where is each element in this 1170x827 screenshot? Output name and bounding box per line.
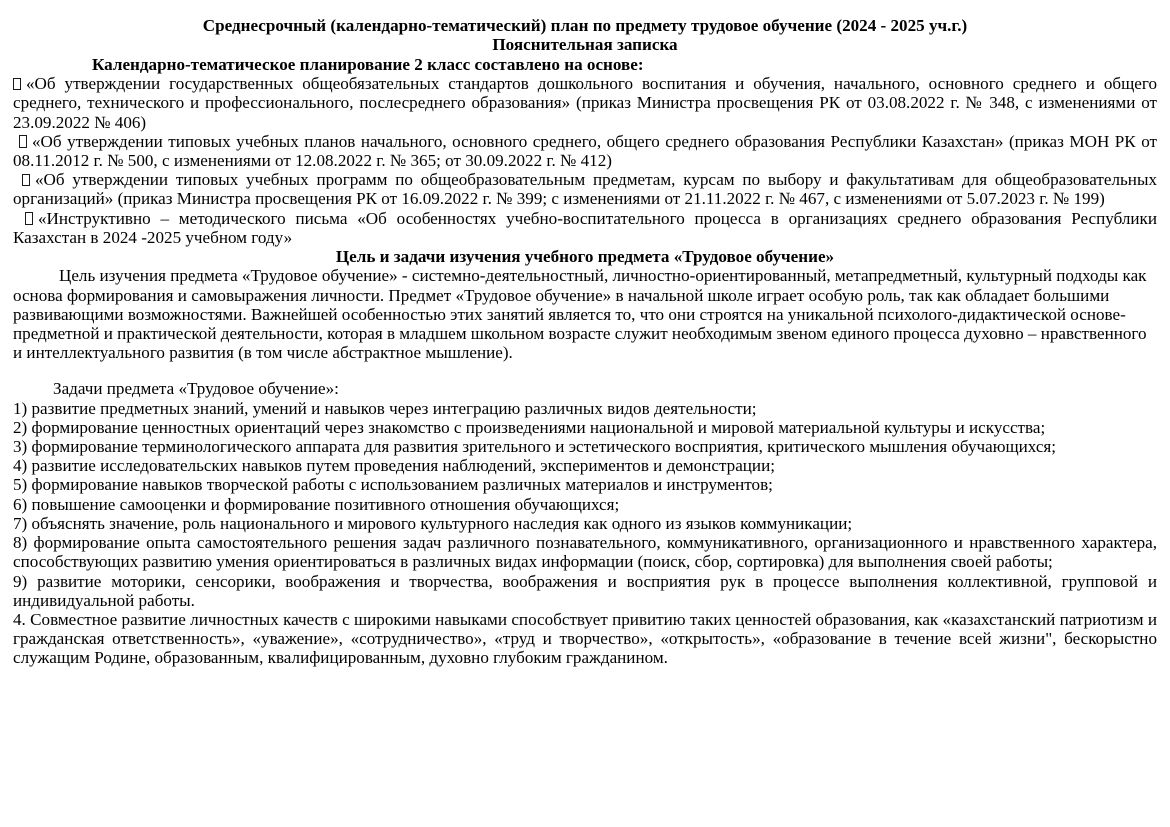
bullet-box-icon: [22, 174, 30, 187]
document-subtitle: Пояснительная записка: [492, 35, 678, 55]
tasks-intro: Задачи предмета «Трудовое обучение»:: [53, 379, 339, 399]
task-list-item: 8) формирование опыта самостоятельного решения задач различного познавательного, коммуникативного, организационного и нравственного характера, способствующих развитию умения ориентироваться в различных видах информации (поиск, сбор, сортировка) для выполнения своей работы;: [13, 533, 1157, 572]
task-list-item: 1) развитие предметных знаний, умений и навыков через интеграцию различных видов деятельности;: [13, 398, 757, 418]
basis-list-item: [13, 132, 1157, 170]
task-list-item: 2) формирование ценностных ориентаций через знакомство с произведениями национальной и мировой материальной культуры и искусства;: [13, 417, 1046, 437]
bullet-box-icon: [19, 135, 27, 148]
task-list-item: 5) формирование навыков творческой работы с использованием различных материалов и инструментов;: [13, 475, 773, 495]
goal-section-heading: Цель и задачи изучения учебного предмета «Трудовое обучение»: [335, 247, 835, 267]
basis-list-item-text: «Инструктивно – методического письма «Об особенностях учебно-воспитательного процесса в организациях среднего образования Республики Казахстан в 2024 -2025 учебном году»: [13, 208, 1157, 247]
basis-list-item-text: «Об утверждении государственных общеобязательных стандартов дошкольного воспитания и обучения, начального, основного среднего и общего среднего, технического и профессионального, послесреднего образования» (приказ Министра просвещения РК от 03.08.2022 г. № 348, с изменениями от 23.09.2022 № 406): [13, 74, 1157, 132]
closing-paragraph: 4. Совместное развитие личностных качеств с широкими навыками способствует привитию таких ценностей образования, как «казахстанский патриотизм и гражданская ответственность», «уважение», «сотрудничество», «труд и творчество», «открытость», «образование в течение всей жизни", бескорыстно служащим Родине, образованным, квалифицированным, духовно глубоким гражданином.: [13, 609, 1157, 668]
basis-list-item-text: «Об утверждении типовых учебных программ по общеобразовательным предметам, курсам по выбору и факультативам для общеобразовательных организаций» (приказ Министра просвещения РК от 16.09.2022 г. № 399; с изменениями от 21.11.2022 г. № 467, с изменениями от 5.07.2023 г. № 199): [13, 170, 1157, 209]
basis-list-item-text: «Об утверждении типовых учебных планов начального, основного среднего, общего среднего образования Республики Казахстан» (приказ МОН РК от 08.11.2012 г. № 500, с изменениями от 12.08.2022 г. № 365; от 30.09.2022 г. № 412): [13, 131, 1157, 171]
bullet-box-icon: [25, 212, 33, 225]
basis-heading: Календарно-тематическое планирование 2 класс составлено на основе:: [92, 54, 644, 74]
goal-paragraph: Цель изучения предмета «Трудовое обучение» - системно-деятельностный, личностно-ориентированный, метапредметный, культурный подходы как основа формирования и самовыражения личности. Предмет «Трудовое обучение» в начальной школе играет особую роль, так как обладает большими развивающими возможностями. Важнейшей особенностью этих занятий является то, что они строятся на уникальной психолого-дидактической основе-предметной и практической деятельности, которая в младшем школьном возрасте служит необходимым звеном единого процесса духовно – нравственного и интеллектуального развития (в том числе абстрактное мышление).: [13, 266, 1147, 363]
task-list-item: 6) повышение самооценки и формирование позитивного отношения обучающихся;: [13, 494, 620, 514]
bullet-box-icon: [13, 78, 21, 91]
basis-list-item: [13, 209, 1157, 247]
task-list-item: 7) объяснять значение, роль национального и мирового культурного наследия как одного из языков коммуникации;: [13, 513, 853, 533]
document-title-line-1: Среднесрочный (календарно-тематический) план по предмету трудовое обучение (2024 - 2025 уч.г.): [202, 16, 968, 35]
task-list-item: 9) развитие моторики, сенсорики, воображения и творчества, воображения и восприятия рук в процессе выполнения коллективной, групповой и индивидуальной работы.: [13, 571, 1157, 610]
task-list-item: 3) формирование терминологического аппарата для развития зрительного и эстетического восприятия, критического мышления обучающихся;: [13, 437, 1057, 457]
task-list-item: 4) развитие исследовательских навыков путем проведения наблюдений, экспериментов и демонстрации;: [13, 456, 775, 476]
basis-list-item: [13, 74, 1157, 132]
section-spacer: [13, 362, 1157, 379]
basis-list-item: [13, 170, 1157, 208]
